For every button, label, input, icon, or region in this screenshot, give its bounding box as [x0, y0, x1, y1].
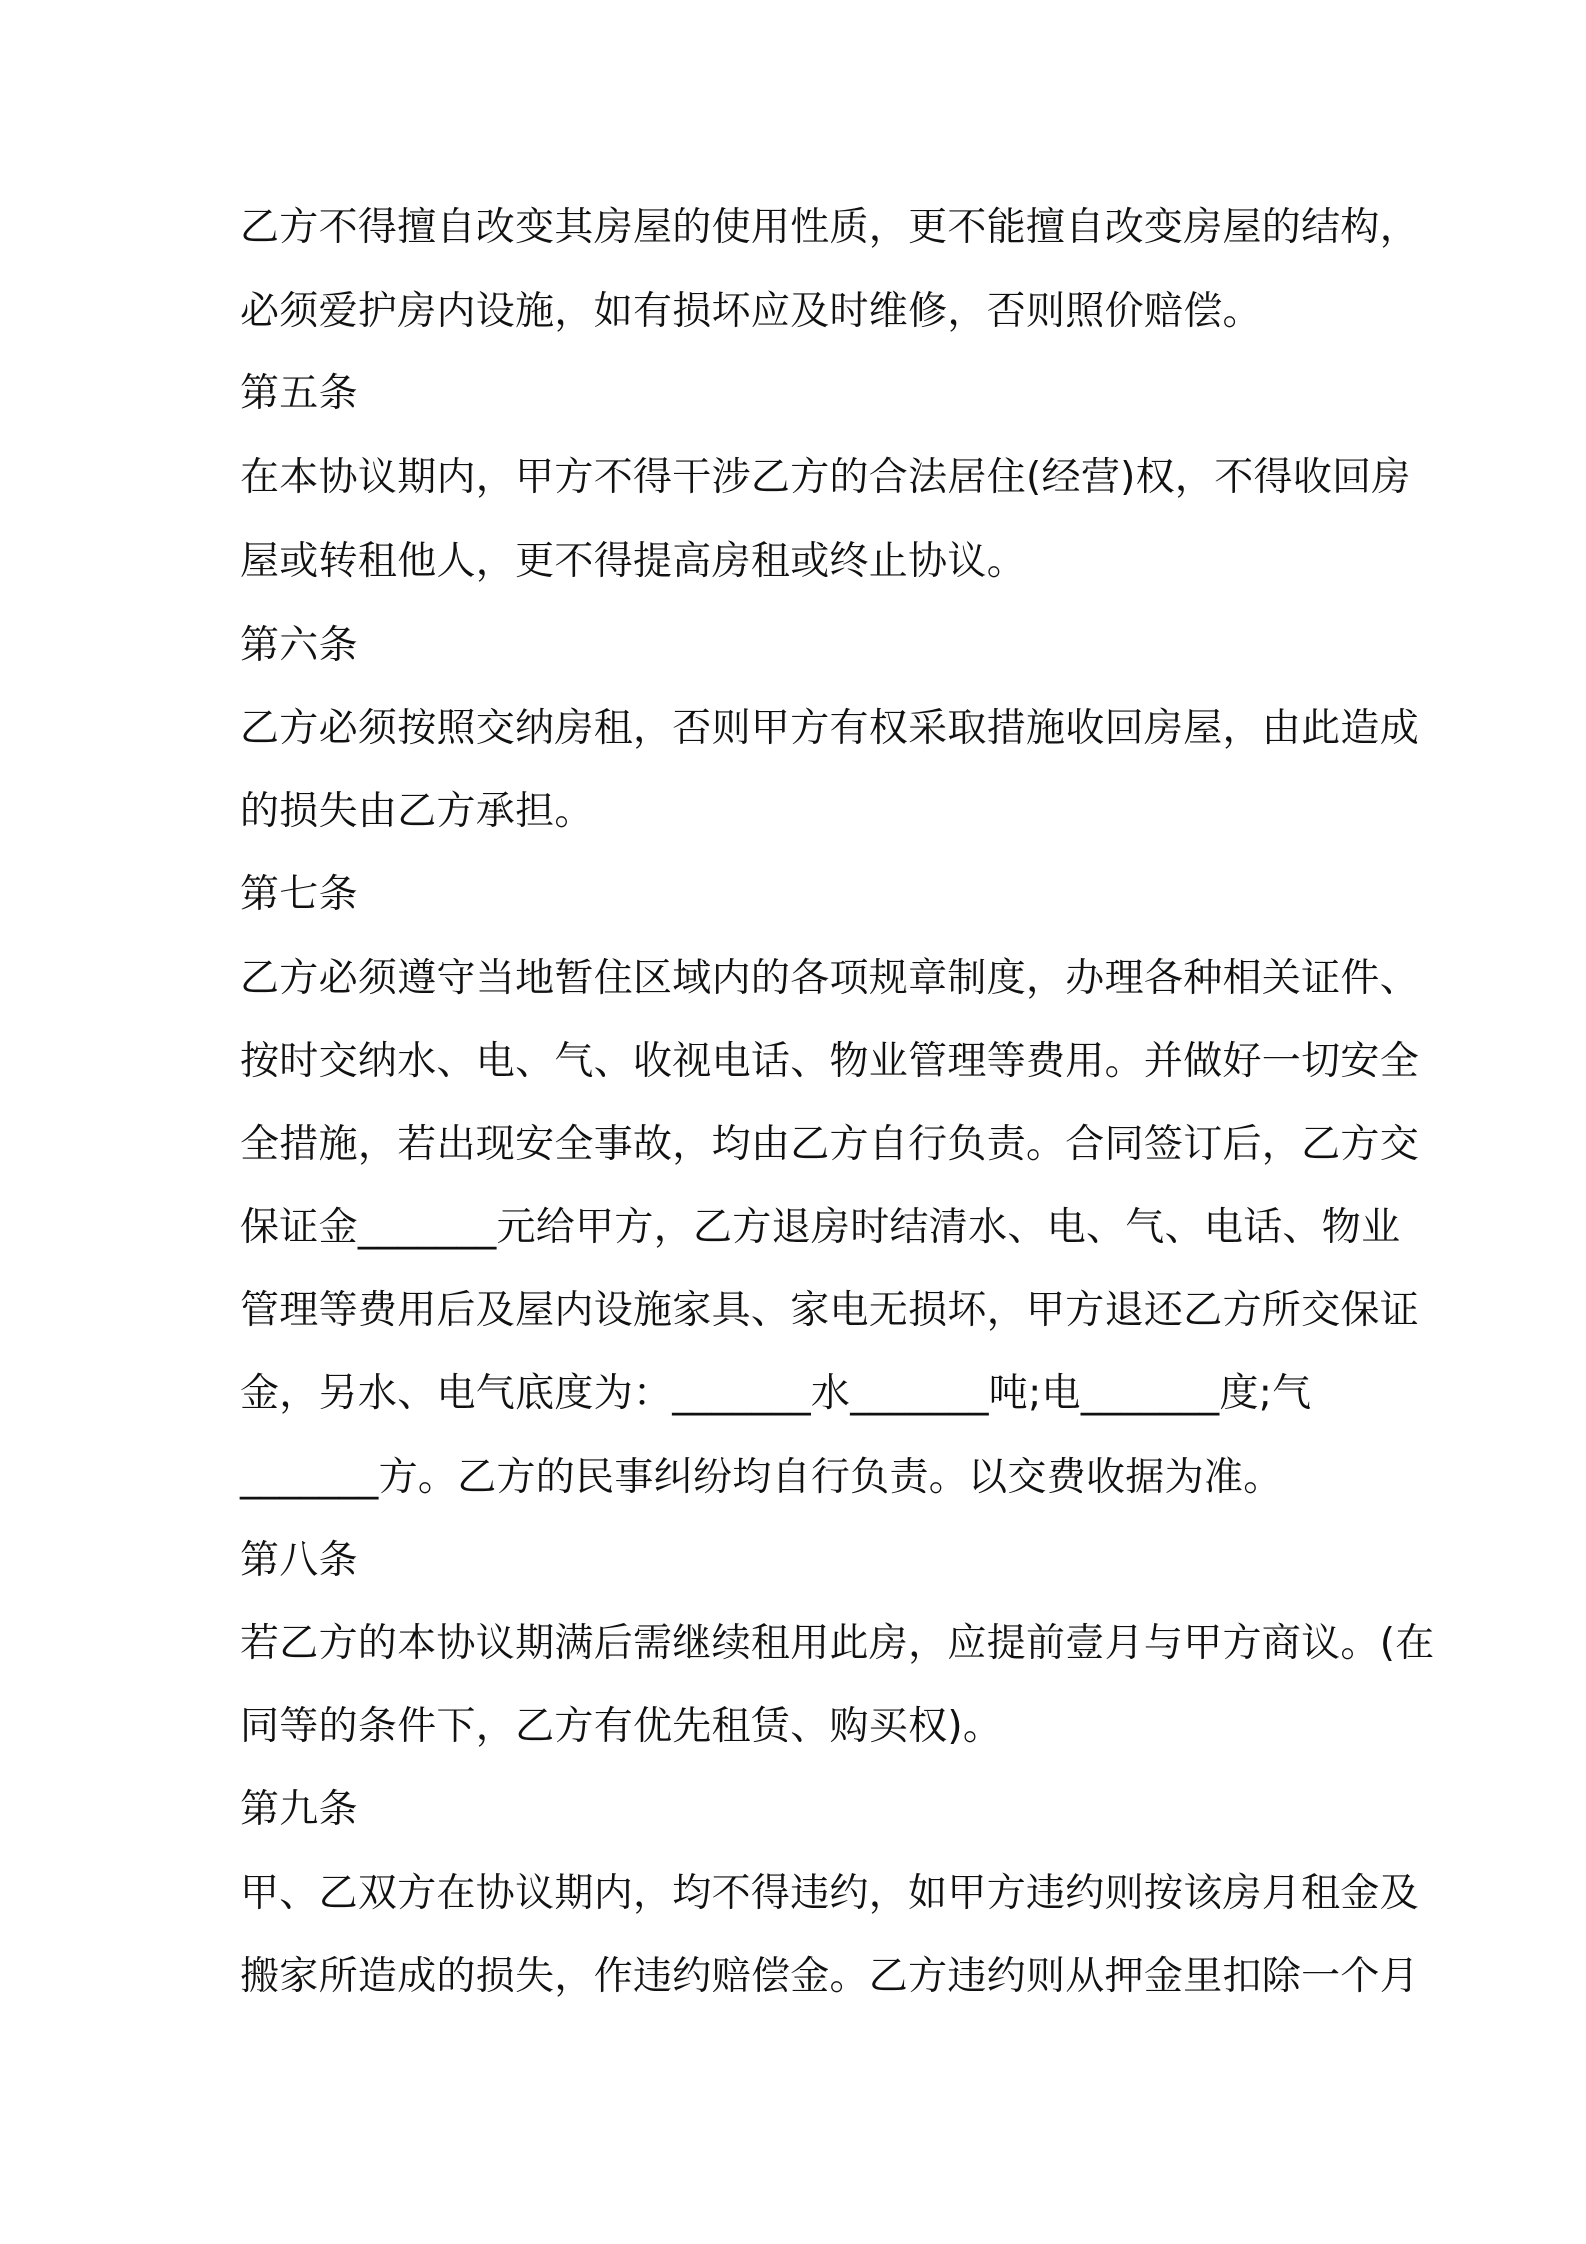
body-text-line: 乙方必须遵守当地暂住区域内的各项规章制度，办理各种相关证件、: [240, 956, 1420, 1001]
body-text-line: 管理等费用后及屋内设施家具、家电无损坏，甲方退还乙方所交保证: [240, 1288, 1420, 1333]
article-heading: 第六条: [240, 623, 358, 668]
body-text-line: 屋或转租他人，更不得提高房租或终止协议。: [240, 539, 1027, 584]
article-heading: 第七条: [240, 872, 358, 917]
body-text-line: 搬家所造成的损失，作违约赔偿金。乙方违约则从押金里扣除一个月: [240, 1954, 1420, 1999]
body-text-line: 保证金_______元给甲方，乙方退房时结清水、电、气、电话、物业: [240, 1205, 1401, 1250]
body-text-line: 的损失由乙方承担。: [240, 789, 594, 834]
body-text-line: 金，另水、电气底度为：_______水_______吨;电_______度;气: [240, 1371, 1312, 1416]
article-heading: 第五条: [240, 371, 358, 416]
body-text-line: 同等的条件下，乙方有优先租赁、购买权)。: [240, 1704, 1003, 1749]
body-text-line: 在本协议期内，甲方不得干涉乙方的合法居住(经营)权，不得收回房: [240, 455, 1411, 500]
body-text-line: 全措施，若出现安全事故，均由乙方自行负责。合同签订后，乙方交: [240, 1122, 1420, 1167]
body-text-line: 乙方必须按照交纳房租，否则甲方有权采取措施收回房屋，由此造成: [240, 706, 1420, 751]
body-text-line: 乙方不得擅自改变其房屋的使用性质，更不能擅自改变房屋的结构，: [240, 205, 1420, 250]
article-heading: 第九条: [240, 1787, 358, 1832]
body-text-line: 按时交纳水、电、气、收视电话、物业管理等费用。并做好一切安全: [240, 1039, 1420, 1084]
article-heading: 第八条: [240, 1538, 358, 1583]
body-text-line: 甲、乙双方在协议期内，均不得违约，如甲方违约则按该房月租金及: [240, 1871, 1420, 1916]
body-text-line: _______方。乙方的民事纠纷均自行负责。以交费收据为准。: [240, 1455, 1283, 1500]
body-text-line: 必须爱护房内设施，如有损坏应及时维修，否则照价赔偿。: [240, 289, 1262, 334]
body-text-line: 若乙方的本协议期满后需继续租用此房，应提前壹月与甲方商议。(在: [240, 1621, 1435, 1666]
